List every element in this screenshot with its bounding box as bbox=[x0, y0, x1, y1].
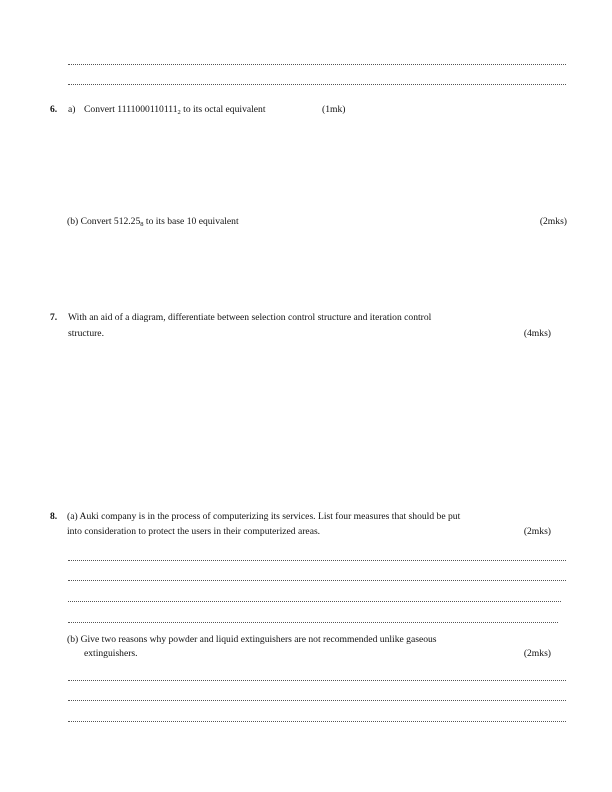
question-number: 6. bbox=[50, 104, 58, 115]
marks-label: (2mks) bbox=[523, 526, 551, 537]
answer-line[interactable] bbox=[68, 580, 566, 581]
answer-line[interactable] bbox=[68, 721, 566, 722]
marks-label: (4mks) bbox=[523, 328, 551, 339]
marks-label: (2mks) bbox=[539, 216, 567, 227]
marks-label: (2mks) bbox=[523, 648, 551, 659]
question-number: 8. bbox=[50, 511, 58, 522]
marks-label: (1mk) bbox=[322, 104, 346, 115]
question-text: With an aid of a diagram, differentiate between selection control structure and iteration control bbox=[68, 312, 432, 323]
answer-line[interactable] bbox=[68, 680, 566, 681]
answer-line[interactable] bbox=[68, 700, 566, 701]
question-6b-text: (b) Convert $512.25_8$ to its base 10 equivalent bbox=[67, 216, 239, 228]
answer-line[interactable] bbox=[68, 601, 561, 602]
question-text: extinguishers. bbox=[84, 648, 138, 659]
answer-line[interactable] bbox=[68, 64, 566, 65]
part-label: a) bbox=[68, 104, 76, 115]
question-6a-text: Convert $1111000110111_2$ to its octal equivalent bbox=[84, 104, 266, 116]
question-number: 7. bbox=[50, 312, 58, 323]
answer-line[interactable] bbox=[68, 84, 566, 85]
question-text: (b) Give two reasons why powder and liquid extinguishers are not recommended unlike gaseous bbox=[67, 634, 437, 645]
question-text: (a) Auki company is in the process of computerizing its services. List four measures that should be put bbox=[67, 511, 461, 522]
question-text: structure. bbox=[68, 328, 104, 339]
question-text: into consideration to protect the users in their computerized areas. bbox=[67, 526, 321, 537]
answer-line[interactable] bbox=[68, 560, 566, 561]
answer-line[interactable] bbox=[68, 622, 558, 623]
